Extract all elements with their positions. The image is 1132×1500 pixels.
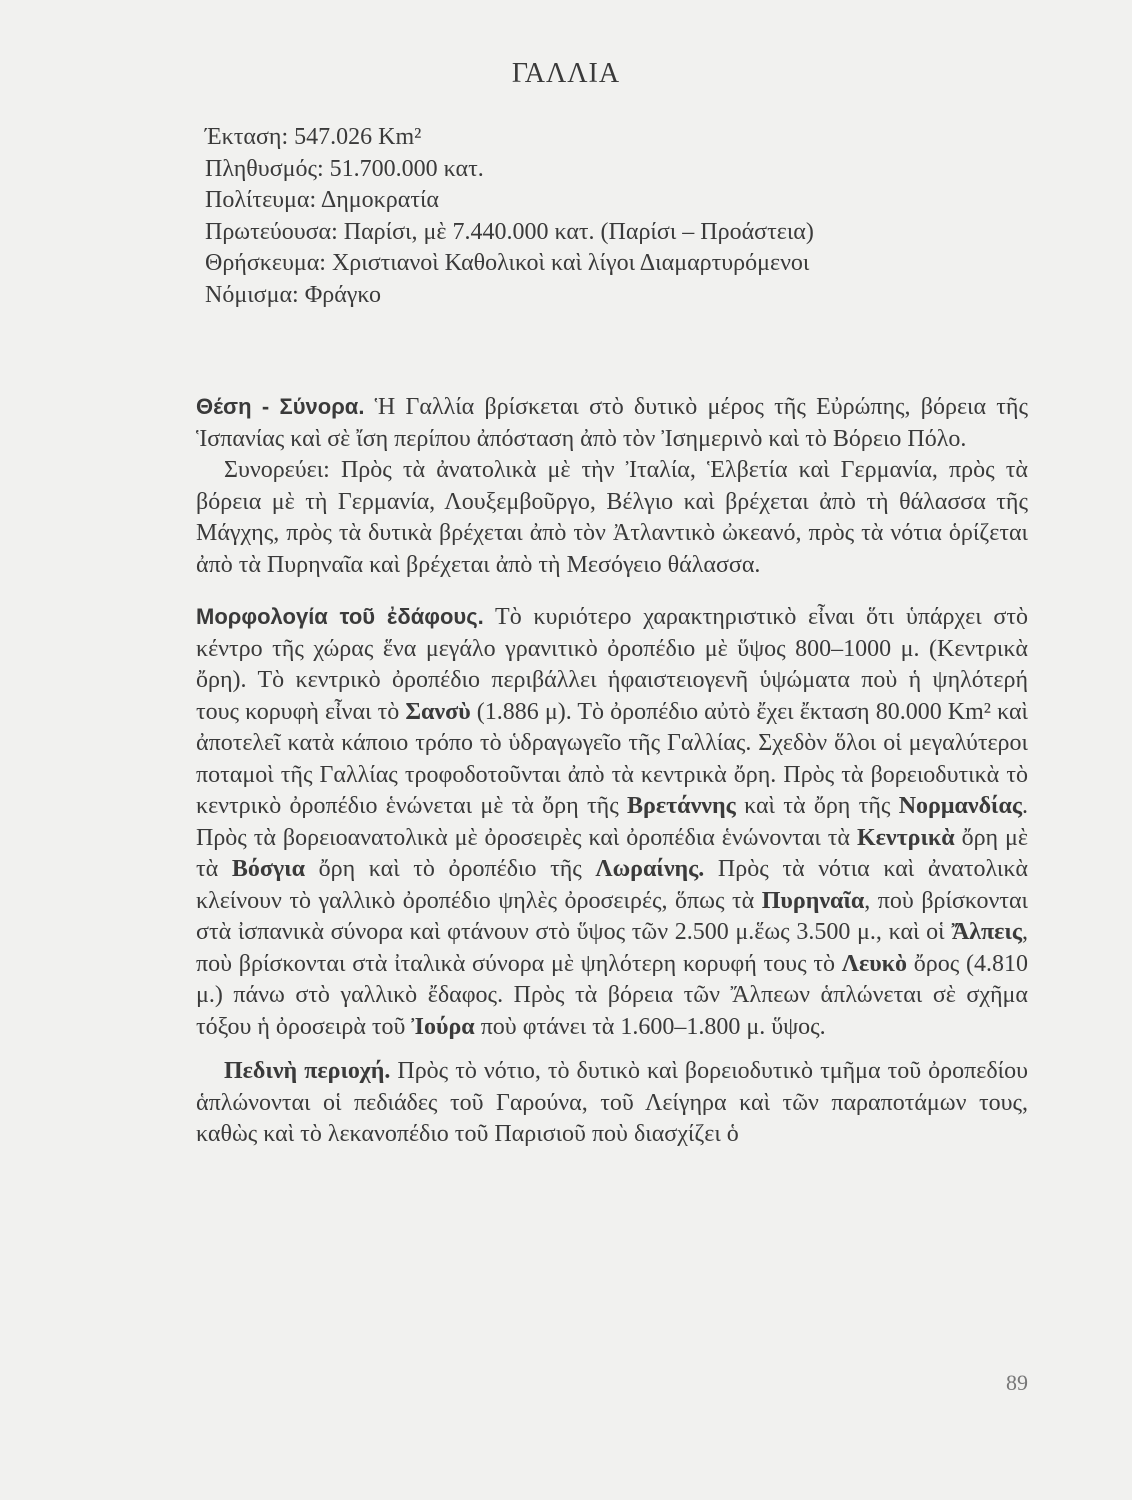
text-segment: ὄρος (4.810 μ.) πάνω στὸ γαλλικὸ ἔδαφος. Πρὸς τὰ βόρεια τῶν Ἄλπεων ἁπλώνεται σὲ σχῆμα τόξου ἡ ὀροσειρὰ τοῦ: [196, 950, 1028, 1040]
text-segment: Τὸ κυριότερο χαρακτηριστικὸ εἶναι ὅτι ὑπάρχει στὸ κέντρο τῆς χώρας ἕνα μεγάλο γρανιτικὸ ὀροπέδιο μὲ ὕψος 800–1000 μ. (Κεντρικὰ ὄρη). Τὸ κεντρικὸ ὀροπέδιο περιβάλλει ἡφαιστειογενῆ ὑψώματα ποὺ ἡ ψηλότερή τους κορυφὴ εἶναι τὸ: [196, 604, 1029, 725]
bold-term: Βόσγια: [231, 856, 305, 882]
text-segment: , ποὺ βρίσκονται στὰ ἰταλικὰ σύνορα μὲ ψηλότερη κορυφή τους τὸ: [196, 919, 1028, 977]
bold-term: Σανσὺ: [405, 698, 471, 725]
page-title: ΓΑΛΛΙΑ: [511, 58, 621, 89]
bold-term: Λευκὸ: [841, 950, 907, 977]
text-segment: Πρὸς τὰ νότια καὶ ἀνατολικὰ κλείνουν τὸ γαλλικὸ ὀροπέδιο ψηλὲς ὀροσειρές, ὅπως τὰ: [196, 856, 1028, 914]
page-number: 89: [1006, 1370, 1028, 1395]
text-segment: , ποὺ βρίσκονται στὰ ἰσπανικὰ σύνορα καὶ φτάνουν στὸ ὕψος τῶν 2.500 μ.ἕως 3.500 μ., καὶ οἱ: [196, 887, 1028, 945]
fact-government: Πολίτευμα: Δημοκρατία: [205, 187, 439, 213]
paragraph-location: [196, 391, 1028, 455]
bold-term: Κεντρικὰ: [856, 824, 955, 851]
fact-area: Έκταση: 547.026 Km²: [205, 124, 422, 150]
bold-term: Ἰούρα: [411, 1013, 475, 1040]
text-plains: Πρὸς τὸ νότιο, τὸ δυτικὸ καὶ βορειοδυτικὸ τμῆμα τοῦ ὀροπεδίου ἁπλώνονται οἱ πεδιάδες τοῦ Γαρούνα, τοῦ Λείγηρα καὶ τῶν παραποτάμων τους, καθὼς καὶ τὸ λεκανοπέδιο τοῦ Παρισιοῦ ποὺ διασχίζει ὁ: [196, 1058, 1028, 1147]
country-facts: [205, 122, 814, 311]
text-segment: καὶ τὰ ὄρη τῆς: [735, 793, 899, 819]
fact-population: Πληθυσμός: 51.700.000 κατ.: [205, 155, 484, 182]
text-segment: ὄρη καὶ τὸ ὀροπέδιο τῆς: [304, 856, 596, 882]
fact-capital: Πρωτεύουσα: Παρίσι, μὲ 7.440.000 κατ. (Παρίσι – Προάστεια): [205, 218, 814, 245]
heading-morphology: Μορφολογία τοῦ ἐδάφους.: [196, 604, 484, 629]
bold-term: Νορμανδίας: [898, 793, 1023, 819]
bold-term: Πυρηναῖα: [761, 887, 865, 914]
text-location: Ἡ Γαλλία βρίσκεται στὸ δυτικὸ μέρος τῆς Εὐρώπης, βόρεια τῆς Ἱσπανίας καὶ σὲ ἴση περίπου ἀπόσταση ἀπὸ τὸν Ἰσημερινὸ καὶ τὸ Βόρειο Πόλο.: [196, 394, 1028, 452]
heading-location: Θέση - Σύνορα.: [196, 394, 365, 419]
text-segment: ποὺ φτάνει τὰ 1.600–1.800 μ. ὕψος.: [474, 1013, 826, 1040]
paragraph-plains: [196, 1056, 1028, 1151]
text-segment: ὄρη μὲ τὰ: [196, 824, 1028, 882]
fact-religion: Θρήσκευμα: Χριστιανοὶ Καθολικοὶ καὶ λίγοι Διαμαρτυρόμενοι: [205, 250, 810, 276]
heading-plains: Πεδινὴ περιοχή.: [224, 1058, 391, 1084]
fact-currency: Νόμισμα: Φράγκο: [205, 281, 381, 308]
paragraph-morphology: [196, 601, 1028, 1043]
text-segment: (1.886 μ). Τὸ ὀροπέδιο αὐτὸ ἔχει ἔκταση 80.000 Km² καὶ ἀποτελεῖ κατὰ κάποιο τρόπο τὸ ὑδραγωγεῖο τῆς Γαλλίας. Σχεδὸν ὅλοι οἱ μεγαλύτεροι ποταμοὶ τῆς Γαλλίας τροφοδοτοῦνται ἀπὸ τὰ κεντρικὰ ὄρη. Πρὸς τὰ βορειοδυτικὰ τὸ κεντρικὸ ὀροπέδιο ἑνώνεται μὲ τὰ ὄρη τῆς: [196, 698, 1029, 819]
paragraph-borders: [196, 455, 1028, 581]
bold-term: Ἄλπεις: [951, 919, 1022, 945]
text-segment: . Πρὸς τὰ βορειοανατολικὰ μὲ ὀροσειρὲς καὶ ὀροπέδια ἑνώνονται τὰ: [196, 793, 1029, 851]
text-borders: Συνορεύει: Πρὸς τὰ ἀνατολικὰ μὲ τὴν Ἰταλία, Ἑλβετία καὶ Γερμανία, πρὸς τὰ βόρεια μὲ τὴ Γερμανία, Λουξεμβοῦργο, Βέλγιο καὶ βρέχεται ἀπὸ τὴ θάλασσα τῆς Μάγχης, πρὸς τὰ δυτικὰ βρέχεται ἀπὸ τὸν Ἀτλαντικὸ ὠκεανό, πρὸς τὰ νότια ὁρίζεται ἀπὸ τὰ Πυρηναῖα καὶ βρέχεται ἀπὸ τὴ Μεσόγειο θάλασσα.: [196, 457, 1028, 578]
bold-term: Λωραίνης.: [595, 856, 705, 882]
main-text: [196, 391, 1028, 1151]
bold-term: Βρετάννης: [627, 793, 736, 819]
